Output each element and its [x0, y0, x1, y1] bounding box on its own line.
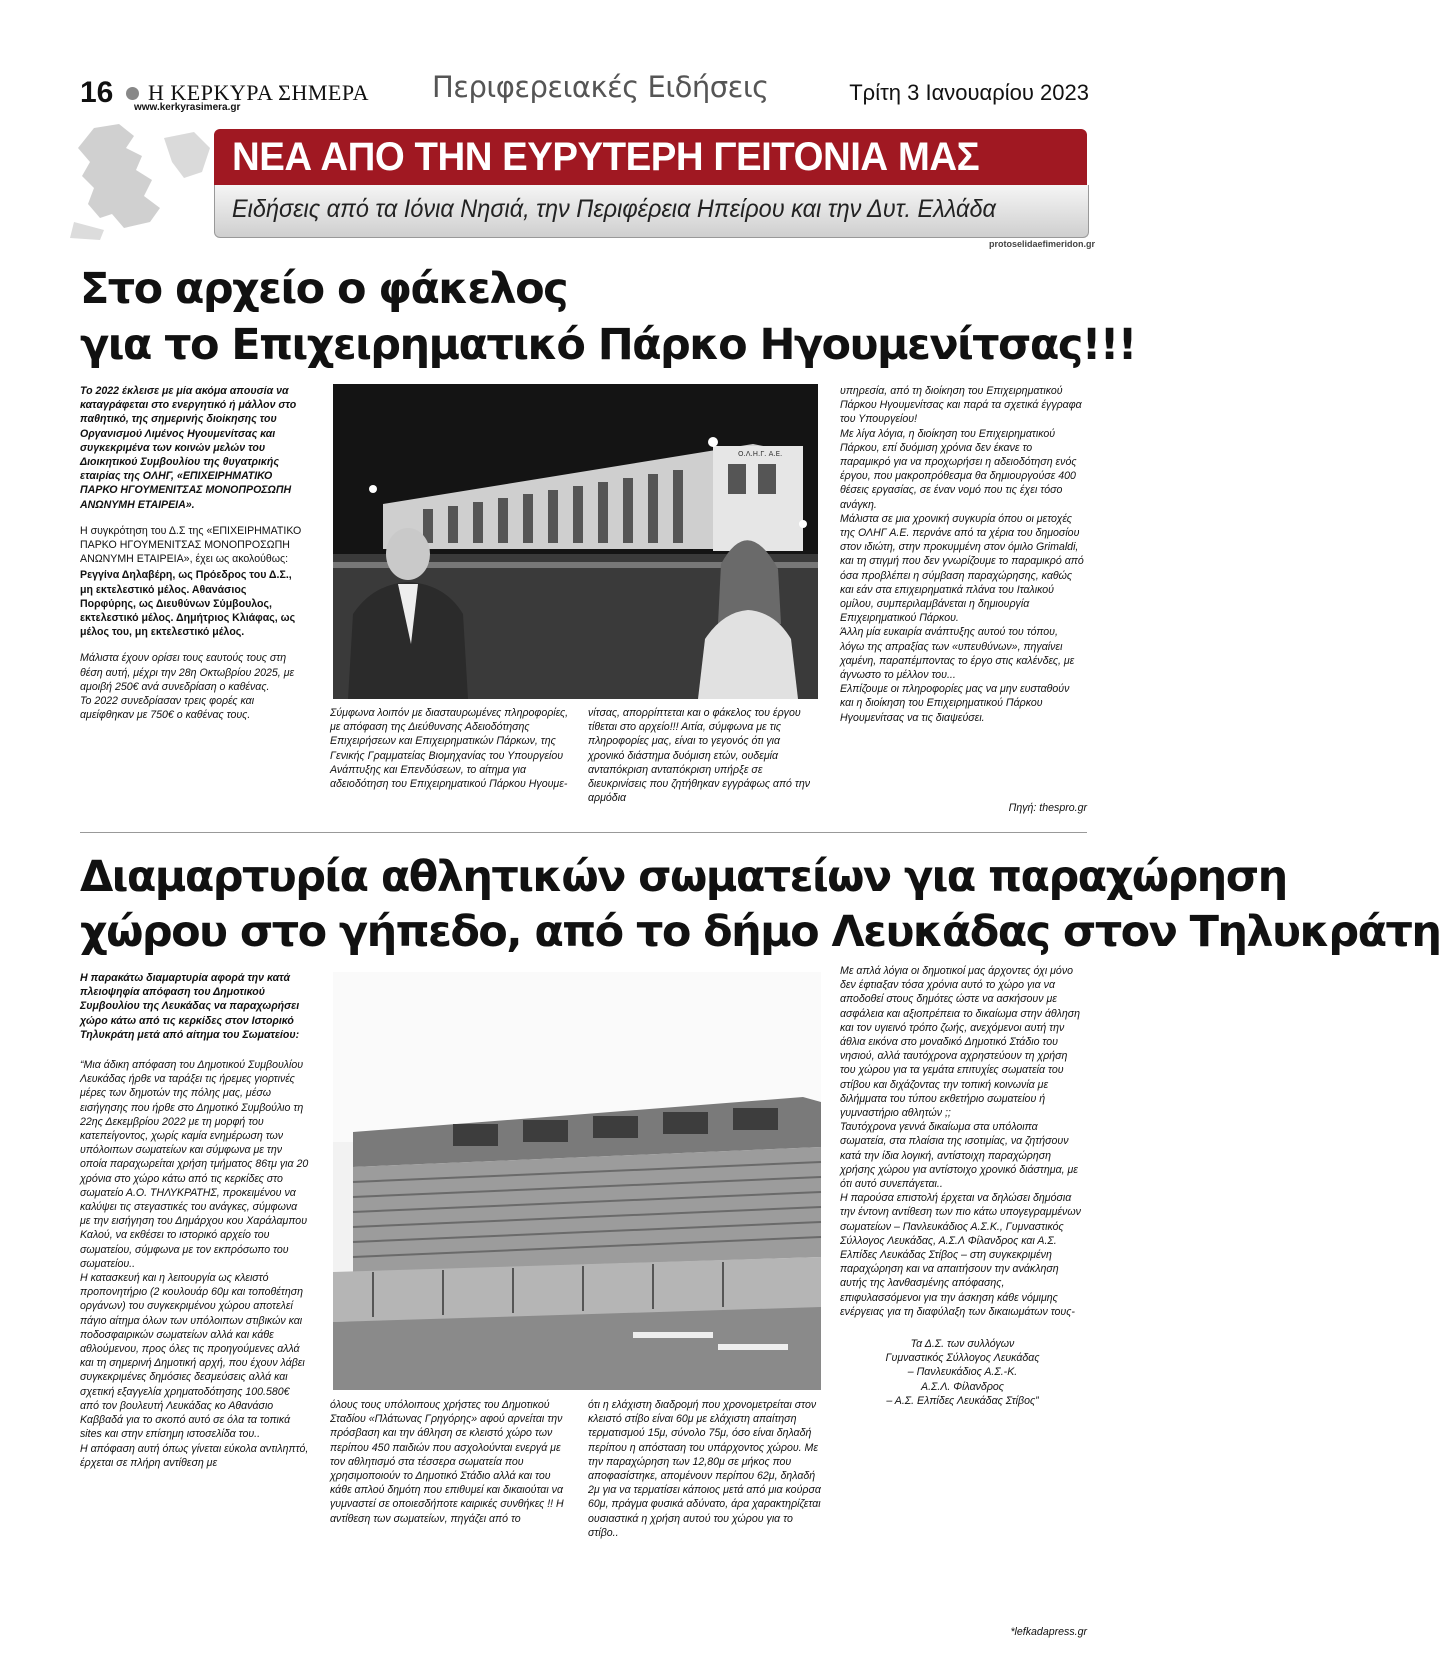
stadium-stands-photo — [333, 972, 821, 1390]
article2-source: *lefkadapress.gr — [1010, 1626, 1087, 1638]
article2-col1-p2: Η κατασκευή και η λειτουργία ως κλειστό προπονητήριο (2 κουλουάρ 60μ και τοποθέτηση οργάνων) του συγκεκριμένου χώρου αποτελεί πάγιο αίτημα όλων των υπόλοιπων στιβικών και ποδοσφαιρικών σωματείων αλλά και κάθε αθλούμενου, προς όλες τις προηγούμενες αλλά και τη σημερινή Δημοτική αρχή, που έχουν λάβει συγκεκριμένες δημόσιες δεσμεύσεις αλλά και σχετική εξαγγελία χρηματοδότησης 100.580€ από τον βουλευτή Λευκάδας κο Αθανάσιο Καββαδά για το σκοπό αυτό σε όλα τα τοπικά sites και στην επίσημη ιστοσελίδα του.. — [80, 1272, 305, 1441]
article2-col4-p1: Με απλά λόγια οι δημοτικοί μας άρχοντες όχι μόνο δεν έφτιαξαν τόσα χρόνια αυτό το χώρο για να αποδοθεί στους δημότες ώστε να ασκήσουν με ασφάλεια και αξιοπρέπεια το δικαίωμα στην άθληση και τον υγιεινό τρόπο ζωής, ανεχόμενοι αυτή την άθλια εικόνα στο μοναδικό Δημοτικό Στάδιο του νησιού, αλλά ταυτόχρονα αχρηστεύουν τη χρήση του χώρου για τα γεμάτα επιτυχίες σωματεία του στίβου και διχάζοντας την τοπική κοινωνία με διλήμματα του τύπου εκθετήριο σωματείου ή γυμναστήριο αθλητών ;; — [840, 965, 1080, 1120]
article2-headline-line2: χώρου στο γήπεδο, από το δήμο Λευκάδας στον Τηλυκράτη — [80, 907, 1440, 957]
newspaper-site: www.kerkyrasimera.gr — [134, 102, 241, 113]
article2-column-3: ότι η ελάχιστη διαδρομή που χρονομετρείται στον κλειστό στίβο είναι 60μ με ελάχιστη απαίτηση τερματισμού 15μ, σύνολο 75μ, όσο είναι δηλαδή περίπου η απόσταση του υπάρχοντος χώρου. Με την παραχώρηση των 12,80μ σε μήκος που αποφασίστηκε, απομένουν περίπου 62μ, δηλαδή 2μ για να τερματίσει κάποιος μετά από μια κούρσα 60μ, πράγμα φυσικά αδύνατο, άρα χαρακτηρίζεται ουσιαστικά η χρήση αυτού του χώρου για το στίβο.. — [588, 1399, 821, 1539]
article2-col4-p3: Η παρούσα επιστολή έρχεται να δηλώσει δημόσια την έντονη αντίθεση των πιο κάτω υπογεγραμμένων σωματείων – Πανλευκάδιος Α.Σ.Κ., Γυμναστικός Σύλλογος Λευκάδας, Α.Σ.Λ Φίλανδρος και Α.Σ. Ελπίδες Λευκάδας Στίβος – στη συγκεκριμένη παραχώρηση και να απαιτήσουν την ανάκληση αυτής της λανθασμένης απόφασης, επιφυλασσόμενοι για την άσκηση κάθε νόμιμης ενέργειας για τη διαφύλαξη των δικαιωμάτων τους- — [840, 1192, 1081, 1318]
article1-col4-p1: υπηρεσία, από τη διοίκηση του Επιχειρηματικού Πάρκου Ηγουμενίτσας και παρά τα σχετικά έγγραφα του Υπουργείου! — [840, 385, 1082, 426]
article1-lead: Το 2022 έκλεισε με μία ακόμα απουσία να καταγράφεται στο ενεργητικό ή μάλλον στο παθητικό, της σημερινής διοίκησης του Οργανισμού Λιμένος Ηγουμενίτσας και συγκεκριμένα των κοινών μελών του Διοικητικού Συμβουλίου της θυγατρικής εταιρίας της ΟΛΗΓ, «ΕΠΙΧΕΙΡΗΜΑΤΙΚΟ ΠΑΡΚΟ ΗΓΟΥΜΕΝΙΤΣΑΣ ΜΟΝΟΠΡΟΣΩΠΗ ΑΝΩΝΥΜΗ ΕΤΑΙΡΕΙΑ». — [80, 385, 297, 511]
article2-column-1 — [80, 971, 310, 1470]
article2-column-4 — [840, 964, 1085, 1408]
article2-col1-p1: “Μια άδικη απόφαση του Δημοτικού Συμβουλίου Λευκάδας ήρθε να ταράξει τις ήρεμες γιορτινές μέρες των δημοτών της πόλης μας, μέσω εισήγησης που ήρθε στο Δημοτικό Συμβούλιο τη 22ης Δεκεμβρίου 2022 με τη μορφή του κατεπείγοντος, χωρίς καμία ενημέρωση των υπόλοιπων σωματείων και σύμφωνα με την οποία παραχωρείται χρήση τμήματος 86τμ για 20 χρόνια στο χώρο κάτω από τις κερκίδες στο σωματείο Α.Ο. ΤΗΛΥΚΡΑΤΗΣ, προκειμένου να καλύψει τις στεγαστικές του ανάγκες, σύμφωνα με την εισήγηση του Δημάρχου κου Χαράλαμπου Καλού, να εκθέσει το ιστορικό αρχείο του σωματείου, σύμφωνα με τον εκπρόσωπο του σωματείου.. — [80, 1059, 309, 1270]
article2-signatures — [840, 1337, 1085, 1408]
signature-line: Τα Δ.Σ. των συλλόγων — [910, 1338, 1015, 1351]
issue-date: Τρίτη 3 Ιανουαρίου 2023 — [849, 80, 1089, 105]
page-number: 16 — [80, 76, 114, 109]
article1-fees: Μάλιστα έχουν ορίσει τους εαυτούς τους στη θέση αυτή, μέχρι την 28η Οκτωβρίου 2025, με αμοιβή 250€ ανά συνεδρίαση ο καθένας. — [80, 652, 295, 693]
article1-column-4 — [840, 384, 1085, 725]
article1-col4-p3: Μάλιστα σε μια χρονική συγκυρία όπου οι μετοχές της ΟΛΗΓ Α.Ε. περνάνε από τα χέρια του δημοσίου στον ιδιώτη, στην προκυμμένη στον όμιλο Grimaldi, και τη στιγμή που δεν γνωρίζουμε το παραμικρό από όσα προβλέπει η σύμβαση παραχώρησης, καθώς και εάν στα επιχειρηματικά πλάνα του Ιταλικού ομίλου, συμπεριλαμβάνεται η δημιουργία Επιχειρηματικού Πάρκου. — [840, 512, 1084, 625]
banner-title: ΝΕΑ ΑΠΟ ΤΗΝ ΕΥΡΥΤΕΡΗ ΓΕΙΤΟΝΙΑ ΜΑΣ — [232, 135, 980, 179]
signature-line: Α.Σ.Λ. Φίλανδρος — [921, 1380, 1004, 1393]
article2-column-2: όλους τους υπόλοιπους χρήστες του Δημοτικού Σταδίου «Πλάτωνας Γρηγόρης» αφού αρνείται την πρόσβαση και την άθληση σε κλειστό χώρο των περίπου 450 παιδιών που ασχολούνται ενεργά με τον αθλητισμό στα τέσσερα σωματεία που χρησιμοποιούν το Δημοτικό Στάδιο αλλά και του κάθε απλού δημότη που επιθυμεί και δικαιούται να γυμναστεί σε οποιεσδήποτε καιρικές συνθήκες !! Η αντίθεση των σωματείων, πηγάζει από το — [330, 1399, 564, 1525]
article1-col4-p4: Άλλη μία ευκαιρία ανάπτυξης αυτού του τόπου, λόγω της απραξίας των «υπευθύνων», πηγαίνει χαμένη, παραπέμποντας το έργο στις καλένδες, με άγνωστο το μέλλον του... — [840, 626, 1075, 682]
signature-line: – Α.Σ. Ελπίδες Λευκάδας Στίβος” — [886, 1394, 1039, 1407]
signature-line: – Πανλευκάδιος Α.Σ.-Κ. — [907, 1366, 1018, 1379]
article1-board-members: Ρεγγίνα Δηλαβέρη, ως Πρόεδρος του Δ.Σ., μη εκτελεστικό μέλος. Αθανάσιος Πορφύρης, ως Διευθύνων Σύμβουλος, εκτελεστικό μέλος. Δημήτριος Κλιάφας, ως μέλος του, μη εκτελεστικό μέλος. — [80, 569, 296, 639]
photo-sign-text: Ο.Λ.Η.Γ. Α.Ε. — [738, 450, 783, 458]
newspaper-name: Η ΚΕΡΚΥΡΑ ΣΗΜΕΡΑ — [148, 80, 369, 105]
article1-photo — [333, 384, 818, 699]
article2-headline-line1: Διαμαρτυρία αθλητικών σωματείων για παραχώρηση — [80, 852, 1287, 902]
section-title: Περιφερειακές Ειδήσεις — [432, 70, 769, 104]
article1-board-intro: Η συγκρότηση του Δ.Σ της «ΕΠΙΧΕΙΡΗΜΑΤΙΚΟ ΠΑΡΚΟ ΗΓΟΥΜΕΝΙΤΣΑΣ ΜΟΝΟΠΡΟΣΩΠΗ ΑΝΩΝΥΜΗ ΕΤΑΙΡΕΙΑ», έχει ως ακολούθως: — [80, 524, 302, 566]
watermark-site: protoselidaefimeridon.gr — [988, 239, 1095, 249]
article1-meetings: Το 2022 συνεδρίασαν τρεις φορές και αμείφθηκαν με 750€ ο καθένας τους. — [80, 695, 255, 722]
header-dot — [126, 87, 139, 100]
region-map-icon — [64, 118, 214, 243]
business-park-building-photo — [333, 384, 818, 699]
article1-col4-p5: Ελπίζουμε οι πληροφορίες μας να μην ευσταθούν και η διοίκηση του Επιχειρηματικού Πάρκου Ηγουμενίτσας να τις διαψεύσει. — [840, 683, 1070, 724]
article1-column-3: νίτσας, απορρίπτεται και ο φάκελος του έργου τίθεται στο αρχείο!!! Αιτία, σύμφωνα με τις πληροφορίες μας, είναι το γεγονός ότι για χρονικό διάστημα δυόμιση ετών, ουδεμία ανταπόκριση ανταπόκριση υπήρξε σε διευκρινίσεις που ζητήθηκαν εγγράφως από την αρμόδια — [588, 707, 811, 805]
article2-lead: Η παρακάτω διαμαρτυρία αφορά την κατά πλειοψηφία απόφαση του Δημοτικού Συμβουλίου της Λευκάδας να παραχωρήσει χώρο κάτω από τις κερκίδες στον Ιστορικό Τηλυκράτη μετά από αίτημα του Σωματείου: — [80, 972, 300, 1041]
article1-source: Πηγή: thespro.gr — [1008, 802, 1087, 814]
article2-col4-p2: Ταυτόχρονα γεννά δικαίωμα στα υπόλοιπα σωματεία, στα πλαίσια της ισοτιμίας, να ζητήσουν κατά την ίδια λογική, αντίστοιχη παραχώρηση χρήσης χώρου για αντίστοιχο χρονικό διάστημα, με ότι αυτό συνεπάγεται.. — [840, 1121, 1078, 1191]
article2-col1-p3: Η απόφαση αυτή όπως γίνεται εύκολα αντιληπτό, έρχεται σε πλήρη αντίθεση με — [80, 1442, 309, 1469]
banner-subtitle: Ειδήσεις από τα Ιόνια Νησιά, την Περιφέρεια Ηπείρου και την Δυτ. Ελλάδα — [232, 195, 996, 223]
signature-line: Γυμναστικός Σύλλογος Λευκάδας — [885, 1352, 1040, 1365]
article1-headline-line2: για το Επιχειρηματικό Πάρκο Ηγουμενίτσας!!! — [80, 320, 1136, 370]
article2-photo — [333, 972, 821, 1390]
article1-column-1 — [80, 384, 305, 734]
article1-column-2: Σύμφωνα λοιπόν με διασταυρωμένες πληροφορίες, με απόφαση της Διεύθυνσης Αδειοδότησης Επιχειρήσεων και Επιχειρηματικών Πάρκων, της Γενικής Γραμματείας Βιομηχανίας του Υπουργείου Ανάπτυξης και Επενδύσεων, το αίτημα για αδειοδότηση του Επιχειρηματικού Πάρκου Ηγουμε- — [330, 707, 569, 791]
article1-headline-line1: Στο αρχείο ο φάκελος — [80, 264, 568, 314]
article-divider — [80, 832, 1087, 833]
article1-col4-p2: Με λίγα λόγια, η διοίκηση του Επιχειρηματικού Πάρκου, επί δυόμιση χρόνια δεν έκανε το παραμικρό για να προχωρήσει η αδειοδότηση ενός έργου, που μακροπρόθεσμα θα δημιουργούσε 400 θέσεις εργασίας, σε έναν νομό που τις έχει τόσο ανάγκη. — [840, 427, 1077, 511]
